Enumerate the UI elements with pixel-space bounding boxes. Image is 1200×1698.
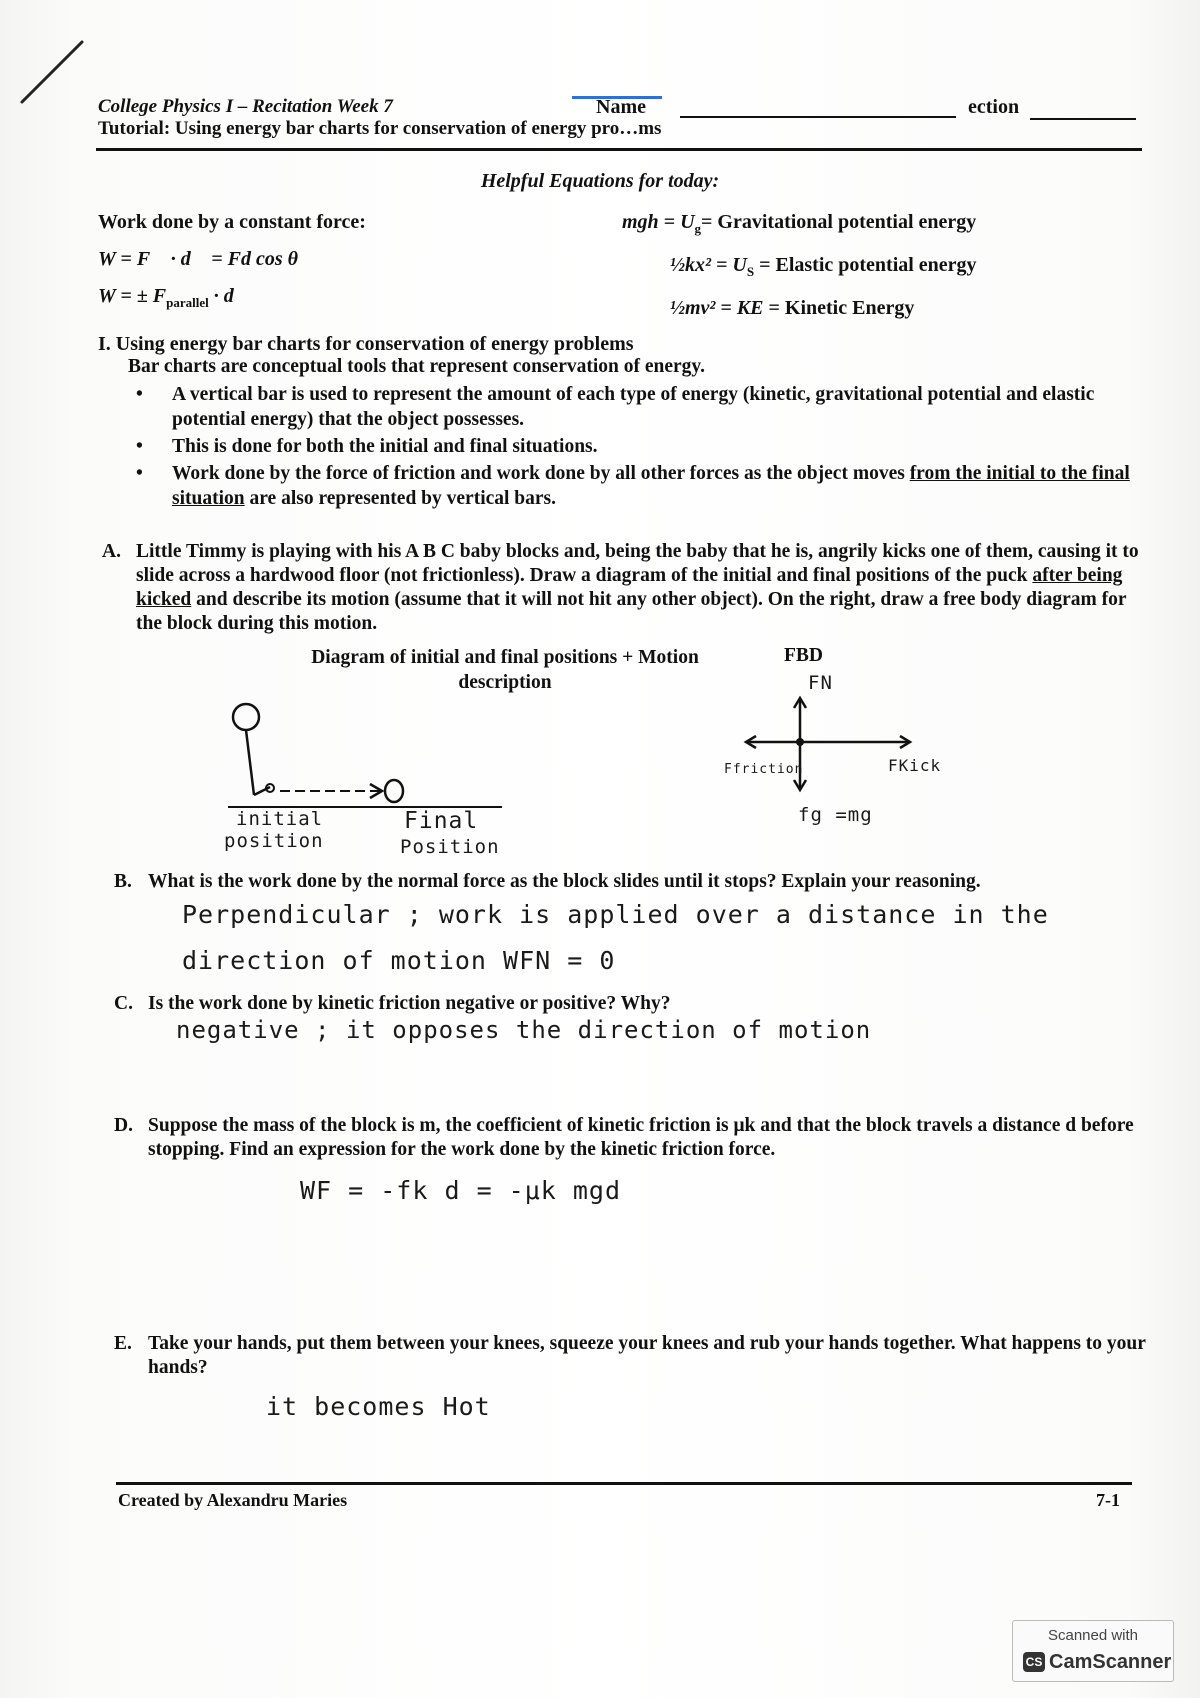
sketch-final-position-label: Position [400, 836, 500, 858]
equations-right [622, 204, 977, 327]
sketch-position-label: position [224, 830, 324, 852]
fbd-gravity-label: fg =mg [798, 804, 873, 826]
fbd-kick-label: FKick [888, 756, 942, 775]
section-subtitle: Bar charts are conceptual tools that represent conservation of energy. [128, 356, 705, 377]
bullet-item: • A vertical bar is used to represent the amount of each type of energy (kinetic, gravitational potential and elastic potential energy) that the object possesses. [136, 384, 1095, 430]
section-title: I. Using energy bar charts for conservation of energy problems [98, 333, 634, 355]
work-dot-product-eq: W = F⃗ · d⃗ = Fd cos θ [98, 248, 299, 270]
section-bullets [132, 382, 1142, 513]
footer-credit: Created by Alexandru Maries [118, 1490, 348, 1510]
sketch-final-label: Final [404, 808, 479, 834]
tutorial-title: Tutorial: Using energy bar charts for conservation of energy pro…ms [98, 118, 662, 139]
answer-b-line2: direction of motion WFN = 0 [182, 946, 616, 975]
name-label: Name [596, 96, 646, 118]
header-block [98, 96, 661, 140]
diagram-title: Diagram of initial and final positions + Motion description [311, 647, 699, 693]
section-line [1030, 118, 1136, 120]
bullet-item: • Work done by the force of friction and work done by all other forces as the object moves from the initial to the final situation are also represented by vertical bars. [136, 463, 1130, 509]
question-c: C. Is the work done by kinetic friction negative or positive? Why? [114, 993, 671, 1014]
work-parallel-eq: W = ± $F_{parallel} \cdot d$ [98, 285, 234, 310]
work-constant-force-label: Work done by a constant force: [98, 211, 366, 233]
bullet-item: • This is done for both the initial and final situations. [136, 436, 598, 457]
elastic-pe-eq: ½kx² = $U_S$ = Elastic potential energy [670, 254, 977, 279]
kinetic-energy-eq: ½mv² = KE = Kinetic Energy [670, 297, 915, 319]
question-label: A. [102, 541, 121, 562]
camscanner-logo-icon: CS [1023, 1652, 1045, 1672]
pen-stroke-mark [18, 38, 88, 108]
gravitational-pe-eq: mgh = $U_g=$ Gravitational potential energy [622, 211, 977, 236]
sketch-initial-label: initial [236, 808, 324, 830]
question-e: E. Take your hands, put them between your knees, squeeze your knees and rub your hands together. What happens to your hands? [114, 1333, 1146, 1378]
equations-left [98, 204, 366, 321]
equations-title: Helpful Equations for today: [480, 170, 720, 192]
answer-b-line1: Perpendicular ; work is applied over a distance in the [182, 900, 1049, 929]
question-a: A. Little Timmy is playing with his A B C baby blocks and, being the baby that he is, angrily kicks one of them, causing it to slide across a hardwood floor (not frictionless). Draw a diagram of the initial and final positions of the puck after being kicked and describe its motion (assume that it will not hit any other object). On the right, draw a free body diagram for the block during this motion. [102, 541, 1139, 634]
question-b: B. What is the work done by the normal force as the block slides until it stops? Explain your reasoning. [114, 871, 981, 892]
camscanner-stamp: Scanned with CS CamScanner [1012, 1620, 1174, 1682]
header-rule [96, 148, 1142, 151]
fbd-normal-force-label: FN [808, 672, 833, 694]
question-d: D. Suppose the mass of the block is m, the coefficient of kinetic friction is μk and that the block travels a distance d before stopping. Find an expression for the work done by the kinetic friction force. [114, 1115, 1134, 1160]
footer-rule [116, 1482, 1132, 1485]
answer-c: negative ; it opposes the direction of motion [176, 1016, 872, 1044]
answer-d: WF = -fk d = -μk mgd [300, 1176, 622, 1205]
fbd-friction-label: Ffriction [724, 762, 804, 777]
answer-e: it becomes Hot [266, 1392, 491, 1421]
page-number: 7-1 [1096, 1490, 1120, 1510]
section-label: ection [968, 96, 1020, 118]
fbd-title: FBD [784, 645, 823, 666]
name-line [680, 116, 956, 118]
course-title: College Physics I – Recitation Week 7 [98, 96, 393, 117]
